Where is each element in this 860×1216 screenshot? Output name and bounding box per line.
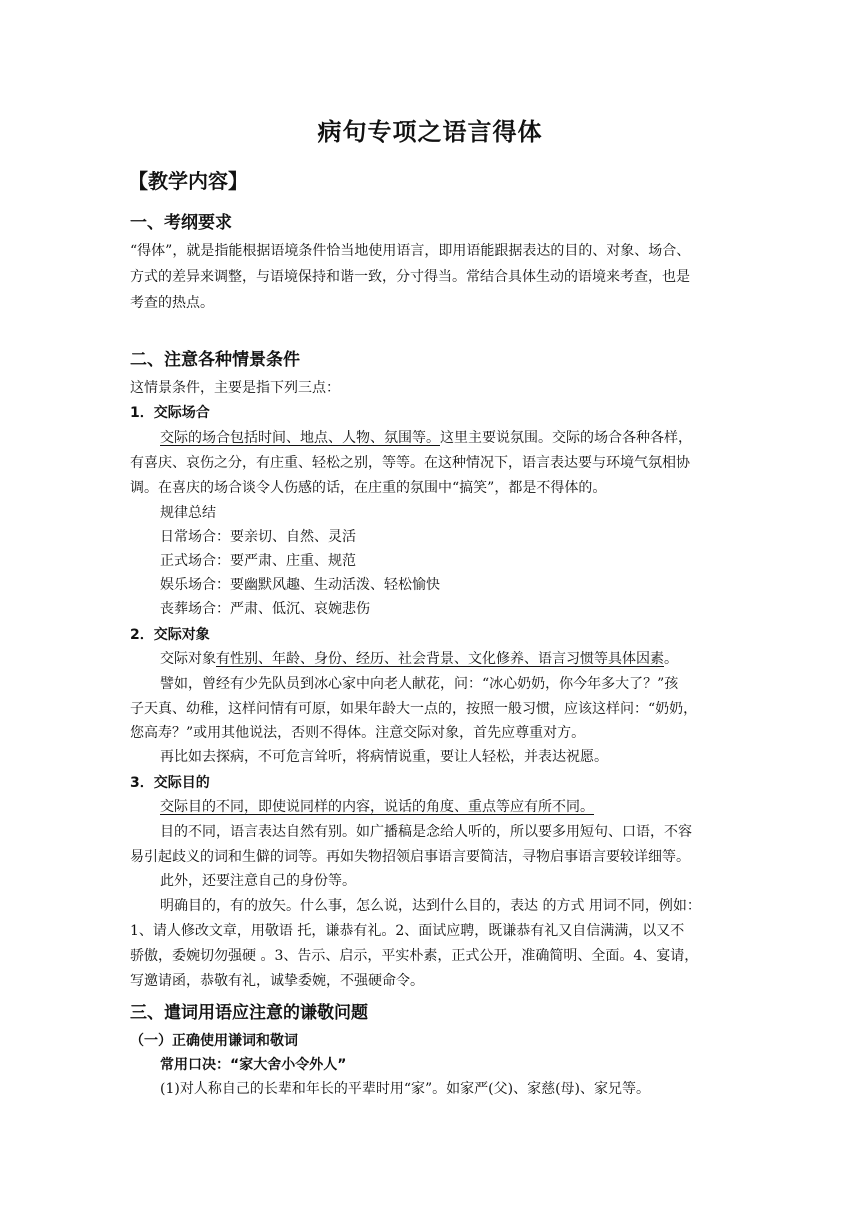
paragraph-line: 这情景条件，主要是指下列三点： — [130, 380, 340, 396]
rule-line: 丧葬场合：严肃、低沉、哀婉悲伤 — [160, 601, 370, 617]
paragraph-line: 目的不同，语言表达自然有别。如广播稿是念给人听的，所以要多用短句、口语，不容 — [160, 824, 692, 840]
underlined-text: 交际的场合包括时间、地点、人物、氛围等。 — [160, 430, 440, 446]
paragraph-line: “得体”，就是指能根据语境条件恰当地使用语言，即用语能跟据表达的目的、对象、场合、 — [130, 243, 691, 259]
rule-summary-line: 规律总结 — [160, 505, 216, 521]
paragraph-line: 调。在喜庆的场合谈令人伤感的话，在庄重的氛围中“搞笑”，都是不得体的。 — [130, 480, 607, 496]
paragraph-line: 譬如，曾经有少先队员到冰心家中向老人献花，问：“冰心奶奶，你今年多大了？”孩 — [160, 676, 679, 692]
heading-context-conditions: 二、注意各种情景条件 — [130, 350, 300, 370]
heading-modesty-honorifics: 三、遣词用语应注意的谦敬问题 — [130, 1003, 368, 1023]
paragraph-line: 您高寿？”或用其他说法，否则不得体。注意交际对象，首先应尊重对方。 — [130, 725, 586, 741]
mnemonic-line: 常用口决：“家大舍小令外人” — [160, 1057, 347, 1073]
text-span: 交际对象 — [160, 651, 216, 667]
paragraph-line: 易引起歧义的词和生僻的词等。再如失物招领启事语言要简洁，寻物启事语言要较详细等。 — [130, 849, 690, 865]
paragraph-line: 写邀请函，恭敬有礼，诚挚委婉，不强硬命令。 — [130, 973, 424, 989]
heading-exam-requirements: 一、考纲要求 — [130, 213, 232, 233]
paragraph-line: 考查的热点。 — [130, 295, 214, 311]
paragraph-line: 1、请人修改文章，用敬语 托，谦恭有礼。2、面试应聘，既谦恭有礼又自信满满，以又不 — [130, 923, 685, 939]
text-span: 。 — [664, 651, 678, 667]
paragraph-line: 再比如去探病，不可危言耸听，将病情说重，要让人轻松，并表达祝愿。 — [160, 749, 608, 765]
subheading-humble-respectful-words: （一）正确使用谦词和敬词 — [130, 1033, 298, 1049]
rule-line: 日常场合：要亲切、自然、灵活 — [160, 529, 356, 545]
paragraph-line: 有喜庆、哀伤之分，有庄重、轻松之别，等等。在这种情况下，语言表达要与环境气氛相协 — [130, 455, 690, 471]
paragraph-line: (1)对人称自己的长辈和年长的平辈时用“家”。如家严(父)、家慈(母)、家兄等。 — [160, 1081, 650, 1097]
rule-line: 正式场合：要严肃、庄重、规范 — [160, 553, 356, 569]
subheading-purpose: 3．交际目的 — [130, 775, 210, 791]
paragraph-line — [160, 796, 732, 816]
paragraph-line: 骄傲，委婉切勿强硬 。3、告示、启示，平实朴素，正式公开，准确简明、全面。4、宴请， — [130, 948, 699, 964]
paragraph-line: 此外，还要注意自己的身份等。 — [160, 873, 356, 889]
text-span: 这里主要说氛围。交际的场合各种各样， — [440, 430, 692, 446]
underlined-text: 交际目的不同，即使说同样的内容，说话的角度、重点等应有所不同。 — [160, 799, 594, 815]
underlined-text: 有性别、年龄、身份、经历、社会背景、文化修养、语言习惯等具体因素 — [216, 651, 664, 667]
paragraph-line: 子天真、幼稚，这样问情有可原，如果年龄大一点的，按照一般习惯，应该这样问：“奶奶， — [130, 701, 698, 717]
paragraph-line: 明确目的，有的放矢。什么事，怎么说，达到什么目的，表达 的方式 用词不同，例如： — [160, 898, 701, 914]
subheading-audience: 2．交际对象 — [130, 627, 210, 643]
page-title: 病句专项之语言得体 — [317, 118, 543, 146]
paragraph-line — [160, 427, 732, 447]
paragraph-line: 方式的差异来调整，与语境保持和谐一致，分寸得当。常结合具体生动的语境来考查，也是 — [130, 269, 690, 285]
subheading-occasion: 1．交际场合 — [130, 405, 210, 421]
rule-line: 娱乐场合：要幽默风趣、生动活泼、轻松愉快 — [160, 577, 440, 593]
section-label: 【教学内容】 — [128, 169, 248, 193]
paragraph-line — [160, 648, 732, 668]
